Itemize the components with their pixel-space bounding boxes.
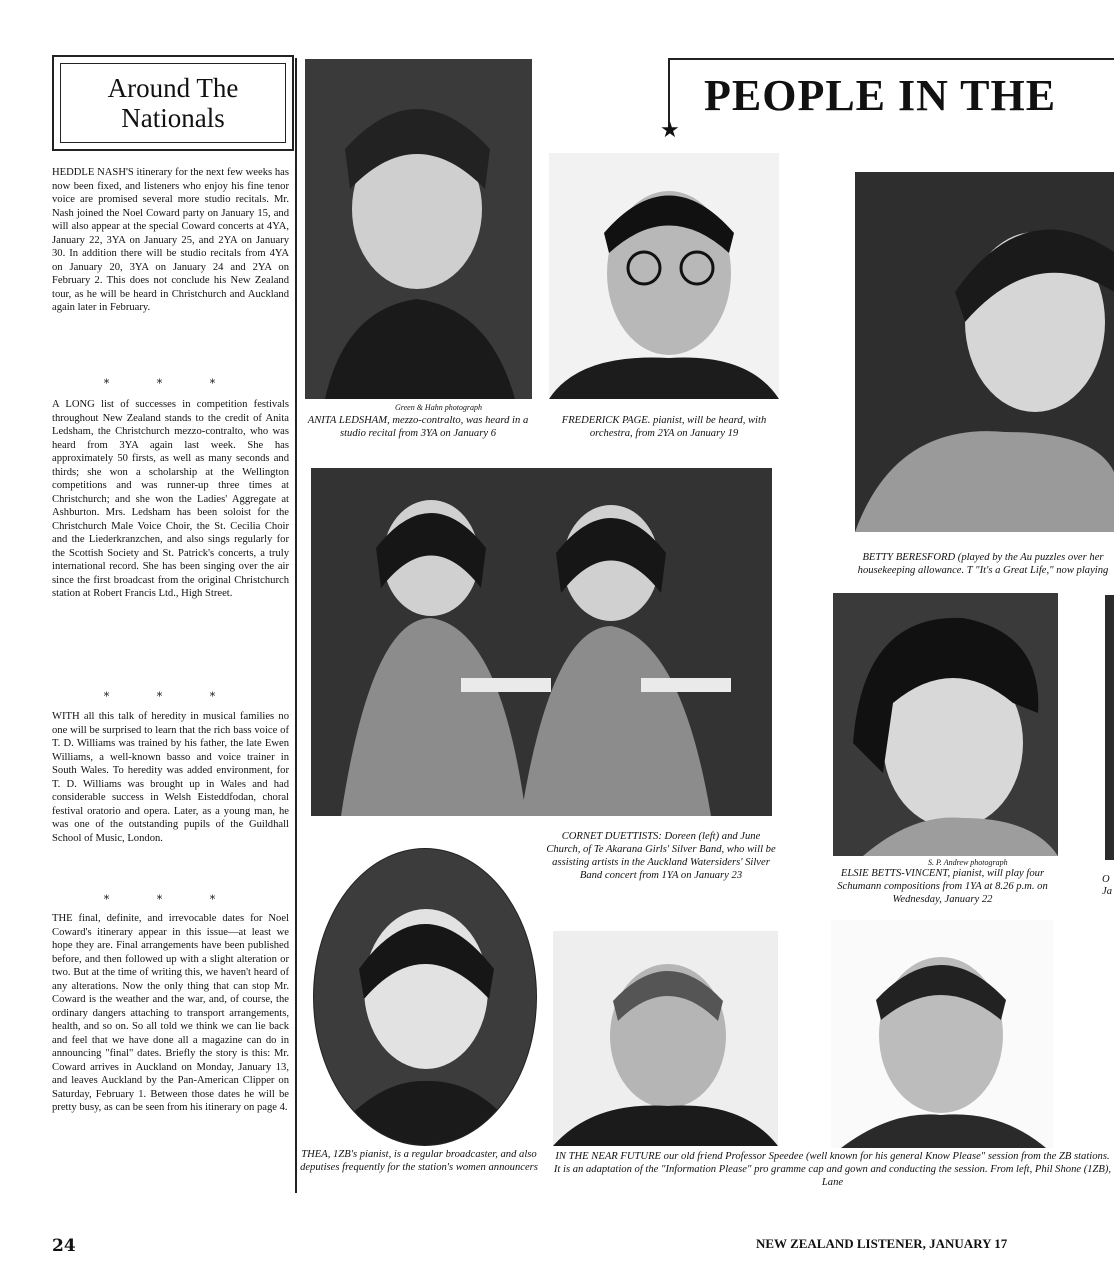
caption-cornet-duettists: CORNET DUETTISTS: Doreen (left) and June Church, of Te Akarana Girls' Silver Band, who will be assisting artists in the Auckland Watersiders' Silver Band concert from 1YA on January 23 [546, 831, 776, 881]
photo-frederick-page [549, 153, 779, 399]
separator: * * * [103, 893, 238, 906]
paragraph-noel-coward: THE final, definite, and irrevocable dates for Noel Coward's itinerary appear in this issue—at least we hope they are. Final arrangements have been published before, and then followed up with a slight alteration or two. But at the time of writing this, we haven't heard of any alterations. Now the only thing that can stop Mr. Coward is the weather and the war, and, of course, the ordinary dangers attaching to transport arrangements, health, and so on. So all told we think we can lie back and feel that we have done all a magazine can do in announcing "final" dates. Briefly the story is this: Mr. Coward arrives in Auckland on Monday, January 13, and leaves Auckland by the Pan-American Clipper on Saturday, February 1. Between those dates he will be pretty busy, as can be seen from his itinerary on page 4. [52, 913, 289, 1113]
column-title-box [52, 55, 294, 151]
photo-cornet-duettists [311, 468, 772, 816]
caption-near-future: IN THE NEAR FUTURE our old friend Professor Speedee (well known for his general Know Please" session from the ZB stations. It is an adaptation of the "Information Please" pro gramme cap and gown and conducting the session. From left, Phil Shone (1ZB), Lane [553, 1151, 1112, 1188]
photo-near-future-left [553, 931, 778, 1146]
publication-line: NEW ZEALAND LISTENER, JANUARY 17 [756, 1236, 1008, 1251]
caption-anita-ledsham: ANITA LEDSHAM, mezzo-contralto, was heard in a studio recital from 3YA on January 6 [307, 415, 529, 439]
column-divider [295, 58, 297, 1193]
photo-credit-elsie: S. P. Andrew photograph [928, 858, 1008, 867]
paragraph-anita-ledsham: A LONG list of successes in competition festivals throughout New Zealand stands to the credit of Anita Ledsham, the Christchurch mezzo-contralto, who was heard from 3YA again last week. She has approximately 50 firsts, as well as many seconds and thirds; she won a scholarship at the Wellington competitions and was runner-up three times at Christchurch; and she won the Ladies' Aggregate at Ashburton. Mrs. Ledsham has been soloist for the Christchurch Male Voice Choir, the St. Cecilia Choir and the Liederkranzchen, and also sings regularly for the Scottish Society and St. Patrick's concerts, a truly international record. She has been singing over the air since the first broadcast from the original Christchurch station at Robert Francis Ltd., High Street. [52, 399, 289, 599]
caption-elsie-betts-vincent: ELSIE BETTS-VINCENT, pianist, will play four Schumann compositions from 1YA at 8.26 p.m. on Wednesday, January 22 [837, 868, 1048, 905]
paragraph-heddle-nash: HEDDLE NASH'S itinerary for the next few weeks has now been fixed, and listeners who enjoy his fine tenor voice are promised several more studio recitals. Mr. Nash joined the Noel Coward party on January 15, and will also appear at the special Coward concerts at 4YA, January 22, 3YA on January 25, and 2YA on January 30. In addition there will be studio recitals from 4YA on January 20, 3YA on January 24 and 2YA on February 2. This does not conclude his New Zealand tour, as he will be heard in Christchurch and Auckland again later in February. [52, 167, 289, 313]
caption-frederick-page: FREDERICK PAGE. pianist, will be heard, with orchestra, from 2YA on January 19 [561, 415, 767, 439]
separator: * * * [103, 377, 238, 390]
caption-thea: THEA, 1ZB's pianist, is a regular broadcaster, and also deputises frequently for the station's women announcers [300, 1149, 538, 1173]
photo-elsie-betts-vincent [833, 593, 1058, 856]
page-number: 24 [52, 1236, 76, 1256]
fragment-b: Ja [1102, 886, 1112, 897]
photo-partial-right [1105, 595, 1114, 860]
photo-anita-ledsham [305, 59, 532, 399]
photo-betty-beresford [855, 172, 1114, 532]
photo-near-future-right [831, 920, 1053, 1148]
page-heading: PEOPLE IN THE [704, 71, 1057, 120]
fragment-a: O [1102, 874, 1110, 885]
separator: * * * [103, 690, 238, 703]
paragraph-td-williams: WITH all this talk of heredity in musical families no one will be surprised to learn that the rich bass voice of T. D. Williams was trained by his father, the late Ewen Williams, a well-known basso and voice trainer in South Wales. To heredity was added environment, for T. D. Williams was brought up in Wales and had considerable success in Welsh Eisteddfodan, choral festival oratorio and opera. Later, as a young man, he was one of the outstanding pupils of the Guildhall School of Music, London. [52, 711, 289, 844]
column-title: Around The Nationals [60, 63, 286, 143]
star-icon: ★ [660, 118, 680, 143]
photo-credit-anita: Green & Hahn photograph [395, 403, 483, 412]
caption-betty-beresford: BETTY BERESFORD (played by the Au puzzles over her housekeeping allowance. T "It's a Great Life," now playing [857, 552, 1109, 576]
photo-thea [313, 848, 537, 1146]
